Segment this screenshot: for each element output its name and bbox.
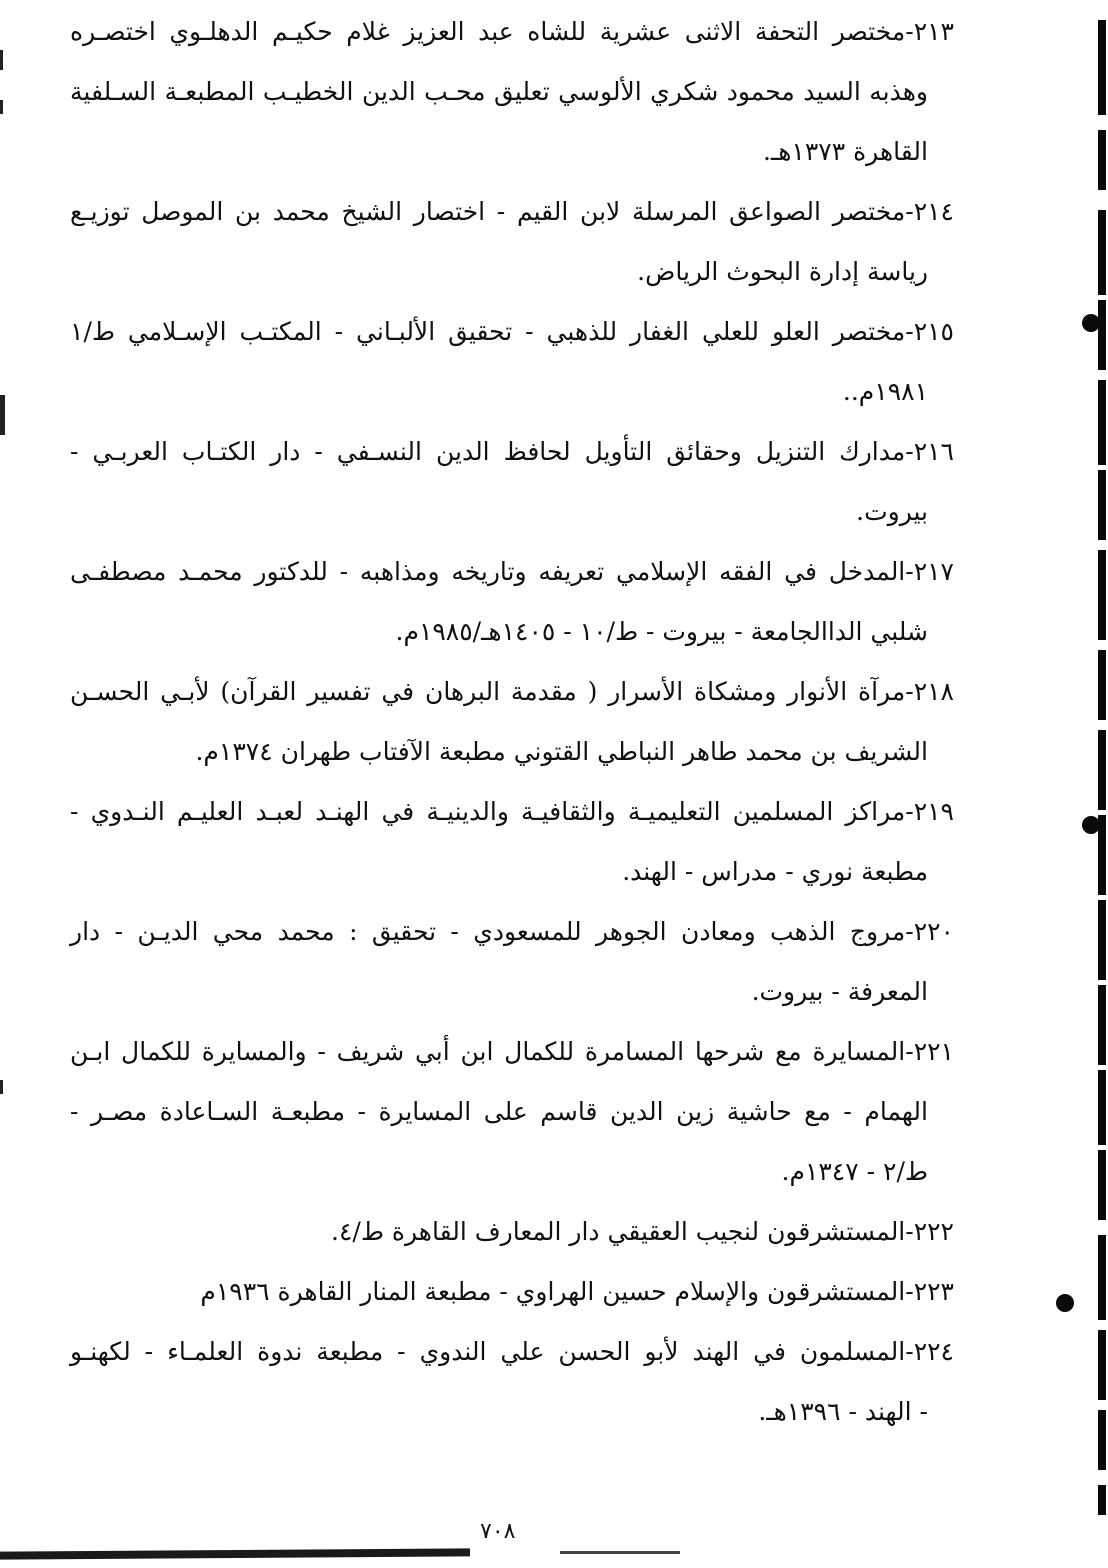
entry-continuation-line: الشريف بن محمد طاهر النباطي القتوني مطبعة الآفتاب طهران ١٣٧٤م. xyxy=(195,737,928,766)
scan-edge-mark xyxy=(1098,130,1106,190)
scan-edge-mark xyxy=(1098,210,1106,295)
punch-hole-dot xyxy=(1056,1294,1074,1312)
bibliography-entry xyxy=(70,182,962,302)
scan-edge-mark xyxy=(1098,1330,1106,1400)
entry-continuation-line: القاهرة ١٣٧٣هـ. xyxy=(762,137,928,166)
bibliography-entry xyxy=(70,782,962,902)
entry-first-line: ٢٢١-المسايرة مع شرحها المسامرة للكمال ابن أبي شريف - والمسايرة للكمال ابـن xyxy=(70,1037,954,1066)
scan-edge-mark xyxy=(1098,1410,1106,1470)
entry-continuation-line: المعرفة - بيروت. xyxy=(751,977,928,1006)
scan-edge-mark xyxy=(1098,20,1106,115)
entry-continuation-line: شلبي الداالجامعة - بيروت - ط/١٠ - ١٤٠٥هـ/١٩٨٥م. xyxy=(395,617,928,646)
bibliography-entry xyxy=(70,1022,962,1202)
scan-edge-mark xyxy=(0,50,3,70)
entry-continuation-line: ط/٢ - ١٣٤٧م. xyxy=(781,1157,928,1186)
entry-first-line: ٢١٤-مختصر الصواعق المرسلة لابن القيم - اختصار الشيخ محمد بن الموصل توزيـع xyxy=(70,197,954,226)
scan-edge-mark xyxy=(0,1080,3,1094)
entry-continuation-line: مطبعة نوري - مدراس - الهند. xyxy=(622,857,928,886)
scan-edge-mark xyxy=(1098,1070,1106,1145)
entry-first-line: ٢١٦-مدارك التنزيل وحقائق التأويل لحافظ الدين النسـفي - دار الكتـاب العربـي - xyxy=(70,437,954,466)
entry-first-line: ٢١٧-المدخل في الفقه الإسلامي تعريفه وتاريخه ومذاهبه - للدكتور محمـد مصطفـى xyxy=(70,557,954,586)
bibliography-entry xyxy=(70,662,962,782)
bibliography-entry xyxy=(70,302,962,422)
bibliography-entry xyxy=(70,1202,962,1262)
scan-edge-mark xyxy=(1098,300,1106,370)
scan-edge-mark xyxy=(1098,900,1106,980)
entry-first-line: ٢٢٢-المستشرقون لنجيب العقيقي دار المعارف القاهرة ط/٤. xyxy=(331,1217,954,1246)
punch-hole-dot xyxy=(1082,314,1100,332)
entry-first-line: ٢١٨-مرآة الأنوار ومشكاة الأسرار ( مقدمة البرهان في تفسير القرآن) لأبـي الحسـن xyxy=(70,677,954,706)
scan-edge-mark xyxy=(0,395,5,435)
bibliography-list xyxy=(70,2,962,1492)
scan-edge-mark xyxy=(1098,1235,1106,1320)
scan-edge-mark xyxy=(0,100,3,114)
scan-edge-mark xyxy=(1098,470,1106,540)
scan-edge-mark xyxy=(1098,985,1106,1065)
punch-hole-dot xyxy=(1082,816,1100,834)
bibliography-entry xyxy=(70,542,962,662)
scan-edge-mark xyxy=(1098,650,1106,720)
scan-edge-mark xyxy=(1098,550,1106,640)
entry-continuation-line: بيروت. xyxy=(856,497,928,526)
bibliography-entry xyxy=(70,2,962,182)
scan-edge-mark xyxy=(1098,1150,1106,1220)
entry-first-line: ٢١٥-مختصر العلو للعلي الغفار للذهبي - تحقيق الألبـاني - المكتـب الإسـلامي ط/١ xyxy=(70,317,954,346)
bibliography-entry xyxy=(70,1322,962,1442)
scan-edge-mark xyxy=(1098,1485,1106,1515)
entry-continuation-line: الهمام - مع حاشية زين الدين قاسم على المسايرة - مطبعـة السـاعادة مصـر - xyxy=(70,1097,928,1126)
entry-first-line: ٢١٣-مختصر التحفة الاثنى عشرية للشاه عبد العزيز غلام حكيـم الدهلـوي اختصـره xyxy=(70,17,954,46)
entry-first-line: ٢٢٠-مروج الذهب ومعادن الجوهر للمسعودي - تحقيق : محمد محي الديـن - دار xyxy=(70,917,954,946)
entry-first-line: ٢١٩-مراكز المسلمين التعليميـة والثقافيـة والدينيـة في الهنـد لعبـد العليـم النـدوي - xyxy=(70,797,954,826)
footer-rule xyxy=(560,1551,680,1554)
bibliography-entry xyxy=(70,1262,962,1322)
page-number: ٧٠٨ xyxy=(480,1519,516,1544)
bibliography-entry xyxy=(70,422,962,542)
entry-continuation-line: - الهند - ١٣٩٦هـ. xyxy=(758,1397,928,1426)
scan-edge-mark xyxy=(1098,730,1106,810)
entry-continuation-line: وهذبه السيد محمود شكري الألوسي تعليق محـب الدين الخطيـب المطبعـة السـلفية xyxy=(70,77,928,106)
bibliography-entry xyxy=(70,902,962,1022)
entry-continuation-line: ١٩٨١م.. xyxy=(842,377,928,406)
entry-continuation-line: رياسة إدارة البحوث الرياض. xyxy=(637,257,928,286)
entry-first-line: ٢٢٣-المستشرقون والإسلام حسين الهراوي - مطبعة المنار القاهرة ١٩٣٦م xyxy=(200,1277,954,1306)
scan-edge-mark xyxy=(1098,380,1106,465)
footer-rule xyxy=(0,1548,470,1559)
entry-first-line: ٢٢٤-المسلمون في الهند لأبو الحسن علي الندوي - مطبعة ندوة العلمـاء - لكهنـو xyxy=(70,1337,954,1366)
